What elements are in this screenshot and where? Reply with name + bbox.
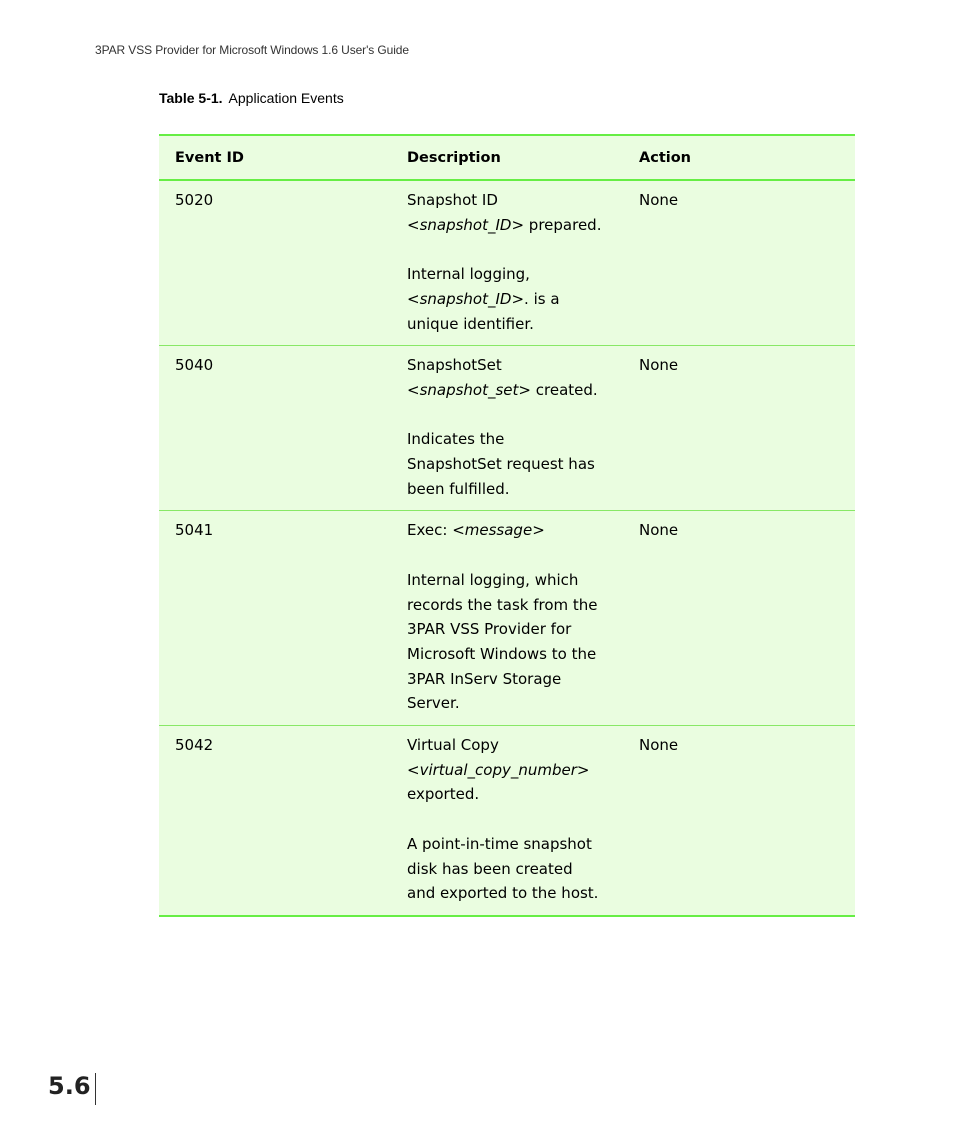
- caption-title: Application Events: [228, 90, 344, 106]
- event-id-cell: 5020: [159, 180, 391, 346]
- event-id-cell: 5042: [175, 736, 214, 755]
- table-caption: [159, 90, 344, 106]
- page-number-divider: [95, 1073, 96, 1105]
- description-summary: Snapshot ID <snapshot_ID> prepared.: [407, 191, 602, 234]
- table-row: [159, 180, 855, 346]
- description-summary: Exec: <message>: [407, 521, 545, 540]
- description-cell: [391, 511, 623, 726]
- header-row: [159, 135, 855, 180]
- description-detail: Indicates the SnapshotSet request has been fulfilled.: [407, 430, 595, 498]
- header-event-id: Event ID: [159, 135, 391, 180]
- table-row: [159, 726, 855, 916]
- application-events-table: [159, 134, 855, 917]
- event-id-cell: 5040: [159, 346, 391, 511]
- action-cell: None: [623, 180, 855, 346]
- header-description: Description: [391, 135, 623, 180]
- page-number: 5.6: [48, 1072, 91, 1100]
- running-header: 3PAR VSS Provider for Microsoft Windows 1.6 User's Guide: [95, 43, 409, 57]
- event-id-cell: 5041: [159, 511, 391, 726]
- description-cell: [391, 180, 623, 346]
- action-cell: None: [623, 346, 855, 511]
- description-detail: Internal logging, <snapshot_ID>. is a unique identifier.: [407, 265, 560, 333]
- description-summary: Virtual Copy <virtual_copy_number> exported.: [407, 736, 590, 804]
- table-row: [159, 346, 855, 511]
- action-cell: None: [639, 736, 679, 755]
- table-row: [159, 511, 855, 726]
- description-detail: Internal logging, which records the task from the 3PAR VSS Provider for Microsoft Windows to the 3PAR InServ Storage Server.: [407, 570, 598, 713]
- description-detail: A point-in-time snapshot disk has been created and exported to the host.: [407, 834, 599, 903]
- description-summary: SnapshotSet <snapshot_set> created.: [407, 356, 598, 399]
- action-cell: None: [623, 511, 855, 726]
- description-cell: [391, 726, 623, 916]
- description-cell: [391, 346, 623, 511]
- header-action: Action: [623, 135, 855, 180]
- caption-label: Table 5-1.: [159, 90, 223, 106]
